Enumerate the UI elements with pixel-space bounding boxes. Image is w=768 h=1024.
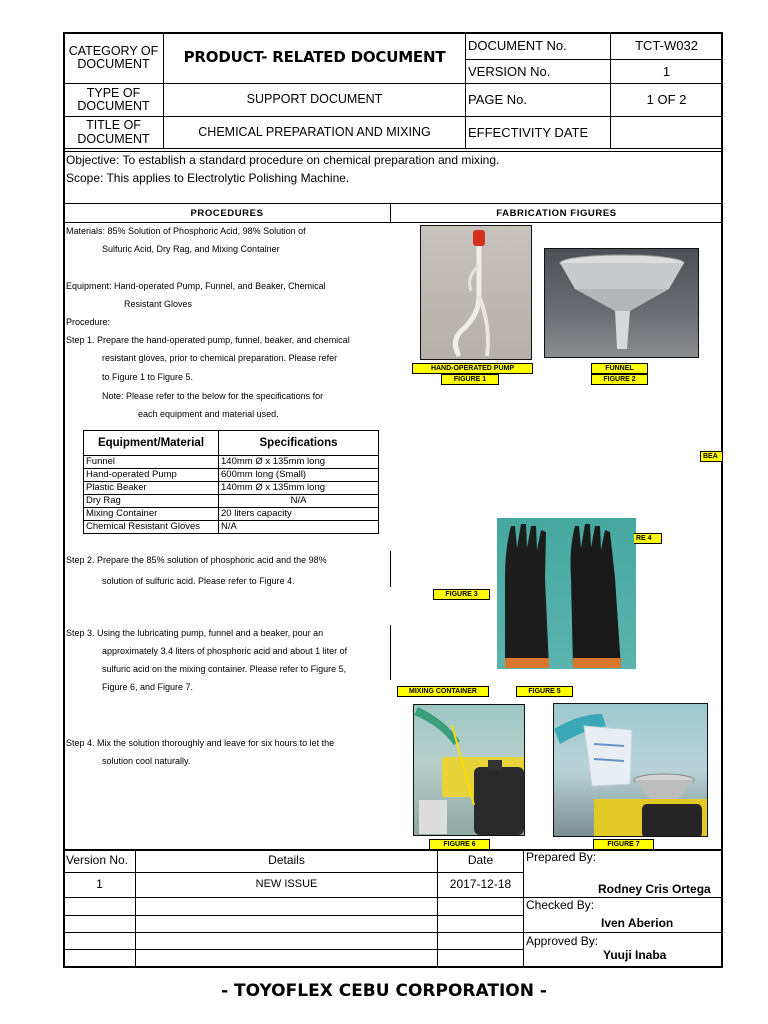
funnel-photo bbox=[544, 248, 699, 358]
page-label: PAGE No. bbox=[468, 92, 528, 108]
footer-divider bbox=[63, 915, 523, 916]
scope-text: Scope: This applies to Electrolytic Polishing Machine. bbox=[66, 171, 350, 185]
materials-line: Sulfuric Acid, Dry Rag, and Mixing Container bbox=[102, 244, 280, 254]
version-label: VERSION No. bbox=[468, 63, 551, 79]
spec-value: 140mm Ø x 135mm long bbox=[219, 456, 379, 469]
figure-tag-pump-name: HAND-OPERATED PUMP bbox=[412, 363, 533, 374]
hand-operated-pump-photo bbox=[420, 225, 532, 360]
note-line: each equipment and material used. bbox=[138, 409, 279, 419]
step-2-line: solution of sulfuric acid. Please refer to Figure 4. bbox=[102, 576, 295, 586]
figures-heading: FABRICATION FIGURES bbox=[496, 208, 617, 219]
figure-tag-figure-1: FIGURE 1 bbox=[441, 374, 499, 385]
header-divider bbox=[63, 148, 723, 149]
materials-line: Materials: 85% Solution of Phosphoric Acid, 98% Solution of bbox=[66, 226, 306, 236]
revision-details: NEW ISSUE bbox=[255, 878, 318, 890]
figure-tag-figure-6: FIGURE 6 bbox=[429, 839, 490, 850]
step-1-line: to Figure 1 to Figure 5. bbox=[102, 372, 194, 382]
step-2-border bbox=[390, 551, 391, 587]
table-row bbox=[84, 508, 379, 521]
funnel-illustration bbox=[545, 249, 699, 358]
step-1-line: resistant gloves, prior to chemical preparation. Please refer bbox=[102, 353, 338, 363]
company-name: - TOYOFLEX CEBU CORPORATION - bbox=[221, 981, 547, 1001]
spec-value: 140mm Ø x 135mm long bbox=[219, 482, 379, 495]
footer-divider bbox=[63, 932, 723, 933]
prepared-by-name: Rodney Cris Ortega bbox=[598, 882, 711, 896]
chemical-gloves-photo bbox=[497, 518, 636, 669]
step-3-border bbox=[390, 625, 391, 680]
step-2-line: Step 2. Prepare the 85% solution of phosphoric acid and the 98% bbox=[66, 555, 327, 565]
spec-equipment: Mixing Container bbox=[84, 508, 219, 521]
type-value: SUPPORT DOCUMENT bbox=[246, 92, 383, 107]
mixing-illustration bbox=[414, 705, 525, 836]
equipment-line: Equipment: Hand-operated Pump, Funnel, and Beaker, Chemical bbox=[66, 281, 326, 291]
spec-value: 20 liters capacity bbox=[219, 508, 379, 521]
figure-tag-figure-2: FIGURE 2 bbox=[591, 374, 648, 385]
spec-equipment: Chemical Resistant Gloves bbox=[84, 521, 219, 534]
section-divider bbox=[63, 222, 723, 223]
figure-tag-figure-4: RE 4 bbox=[634, 533, 662, 544]
footer-divider bbox=[63, 897, 723, 898]
page-value: 1 OF 2 bbox=[646, 92, 687, 108]
approved-by-label: Approved By: bbox=[526, 934, 599, 948]
step-1-line: Step 1. Prepare the hand-operated pump, funnel, beaker, and chemical bbox=[66, 335, 350, 345]
procedure-label: Procedure: bbox=[66, 317, 111, 327]
effectivity-date-label: EFFECTIVITY DATE bbox=[468, 124, 589, 140]
revision-version: 1 bbox=[96, 877, 103, 891]
table-row bbox=[84, 521, 379, 534]
spec-equipment: Hand-operated Pump bbox=[84, 469, 219, 482]
equipment-line: Resistant Gloves bbox=[124, 299, 193, 309]
approved-by-name: Yuuji Inaba bbox=[603, 948, 667, 962]
mixing-container-photo bbox=[413, 704, 525, 836]
footer-divider bbox=[437, 850, 438, 967]
procedures-heading: PROCEDURES bbox=[190, 208, 264, 219]
title-label: TITLE OF DOCUMENT bbox=[77, 118, 150, 146]
objective-text: Objective: To establish a standard procedure on chemical preparation and mixing. bbox=[66, 153, 500, 167]
step-3-line: Figure 6, and Figure 7. bbox=[102, 682, 194, 692]
step-3-line: approximately 3.4 liters of phosphoric acid and about 1 liter of bbox=[102, 646, 348, 656]
step-4-line: Step 4. Mix the solution thoroughly and leave for six hours to let the bbox=[66, 738, 335, 748]
category-value: PRODUCT- RELATED DOCUMENT bbox=[183, 48, 446, 67]
pump-illustration bbox=[421, 226, 532, 360]
table-row bbox=[84, 469, 379, 482]
document-number-value: TCT-W032 bbox=[635, 38, 698, 54]
pouring-illustration bbox=[554, 704, 708, 837]
table-row bbox=[84, 495, 379, 508]
spec-value: 600mm long (Small) bbox=[219, 469, 379, 482]
note-line: Note: Please refer to the below for the specifications for bbox=[102, 391, 324, 401]
footer-divider bbox=[63, 872, 523, 873]
document-number-label: DOCUMENT No. bbox=[468, 38, 567, 54]
checked-by-label: Checked By: bbox=[526, 898, 595, 912]
revision-date: 2017-12-18 bbox=[449, 877, 512, 891]
category-label: CATEGORY OF DOCUMENT bbox=[68, 43, 159, 71]
step-3-line: Step 3. Using the lubricating pump, funnel and a beaker, pour an bbox=[66, 628, 324, 638]
spec-table bbox=[83, 430, 379, 534]
version-value: 1 bbox=[662, 63, 671, 79]
spec-equipment: Funnel bbox=[84, 456, 219, 469]
details-header: Details bbox=[268, 853, 305, 867]
footer-divider bbox=[63, 949, 523, 950]
step-3-line: sulfuric acid on the mixing container. Please refer to Figure 5, bbox=[102, 664, 347, 674]
spec-table-header bbox=[84, 431, 379, 456]
figure-tag-beaker-name: BEA bbox=[700, 451, 723, 462]
table-row bbox=[84, 482, 379, 495]
footer-divider bbox=[135, 850, 136, 967]
title-value: CHEMICAL PREPARATION AND MIXING bbox=[198, 124, 431, 139]
spec-value: N/A bbox=[219, 495, 379, 508]
prepared-by-label: Prepared By: bbox=[526, 850, 597, 864]
figure-tag-figure-5: FIGURE 5 bbox=[516, 686, 573, 697]
spec-equipment: Plastic Beaker bbox=[84, 482, 219, 495]
spec-value: N/A bbox=[219, 521, 379, 534]
step-4-line: solution cool naturally. bbox=[102, 756, 191, 766]
version-header: Version No. bbox=[66, 853, 129, 867]
effectivity-date-value bbox=[611, 117, 722, 148]
spec-header-specification: Specifications bbox=[219, 431, 379, 456]
gloves-illustration bbox=[497, 518, 636, 669]
type-label: TYPE OF DOCUMENT bbox=[77, 85, 150, 113]
checked-by-name: Iven Aberion bbox=[601, 916, 674, 930]
spec-header-equipment: Equipment/Material bbox=[84, 431, 219, 456]
pouring-photo bbox=[553, 703, 708, 837]
figure-tag-figure-3: FIGURE 3 bbox=[433, 589, 490, 600]
spec-equipment: Dry Rag bbox=[84, 495, 219, 508]
footer-divider bbox=[523, 850, 524, 967]
figure-tag-figure-7: FIGURE 7 bbox=[593, 839, 654, 850]
footer-divider bbox=[63, 849, 723, 851]
figure-tag-mixing-container: MIXING CONTAINER bbox=[397, 686, 489, 697]
figure-tag-funnel-name: FUNNEL bbox=[591, 363, 648, 374]
date-header: Date bbox=[467, 853, 494, 867]
table-row bbox=[84, 456, 379, 469]
section-divider bbox=[63, 203, 723, 204]
